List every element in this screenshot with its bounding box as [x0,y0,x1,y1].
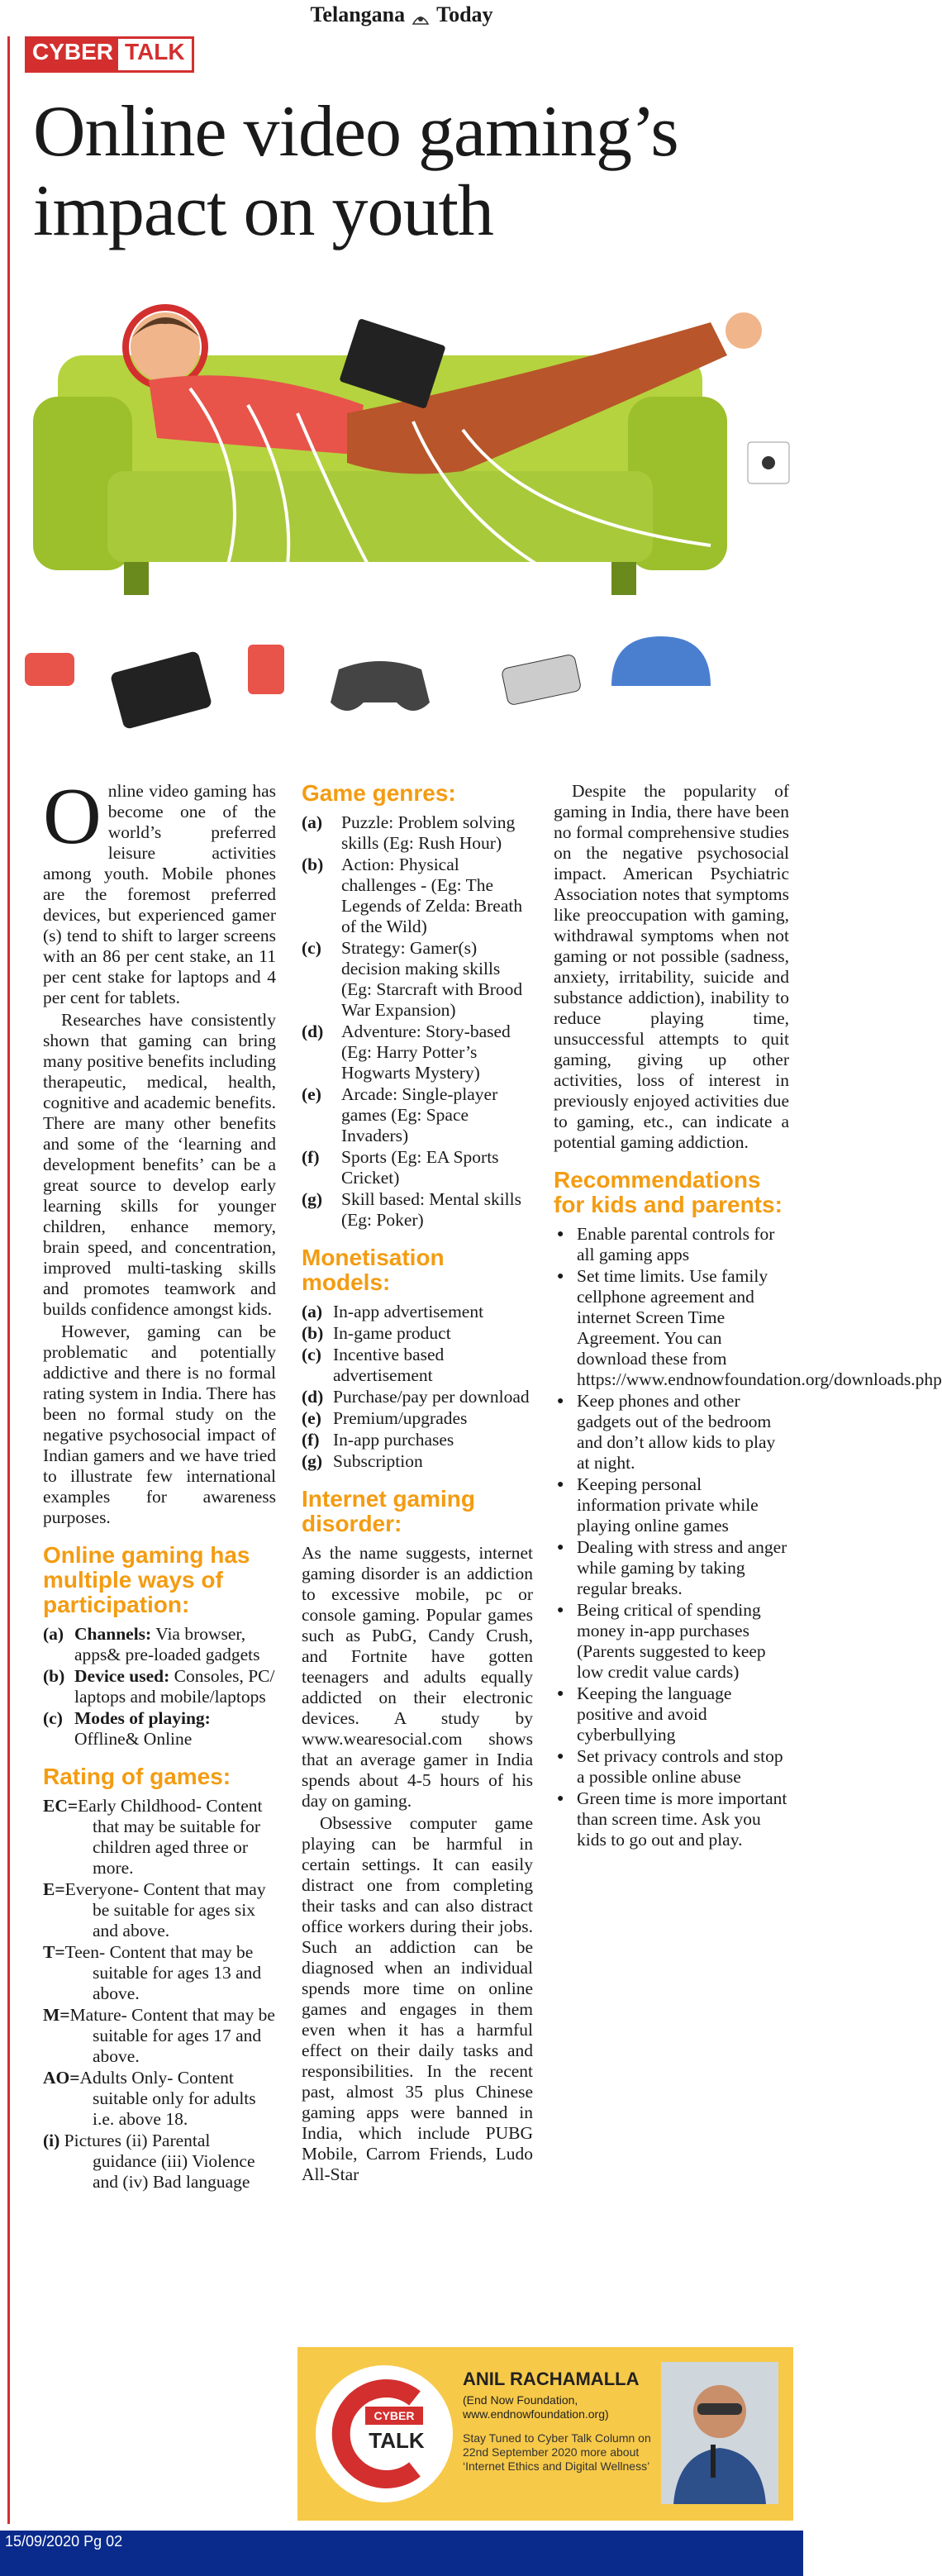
badge-part-talk: TALK [118,39,192,70]
rating-item: E=Everyone- Content that may be suitable for ages six and above. [43,1879,266,1940]
edition-stamp: 15/09/2020 Pg 02 [5,2533,123,2550]
gamepad-icon [331,661,430,711]
next-column-note: Stay Tuned to Cyber Talk Column on 22nd September 2020 more about ‘Internet Ethics and Digital Wellness’ [463,2431,651,2473]
rating-list [43,1796,276,2193]
helmet-icon [611,636,711,686]
disorder-paragraph-3: Despite the popularity of gaming in India, there have been no formal comprehensive studies on the negative psychosocial impact. American Psychiatric Association notes that symptoms like preoccupation with gaming, withdrawal symptoms when not gaming or not possible (sadness, anxiety, irritability, suicide and substance addiction), inability to reduce playing time, unsuccessful attempts to quit gaming, giving up other activities, loss of interest in previously enjoyed activities due to gaming, etc., can indicate a potential gaming addiction. [554,781,789,1152]
headline-line-1: Online video gaming’s [33,92,678,172]
cup-icon [248,645,284,694]
intro-paragraph-2: Researches have consistently shown that gaming can bring many positive benefits including therapeutic, medical, health, cognitive and academic benefits. There are many other benefits and some of the ‘learning and development benefits’ can be a great source to develop early learning skills for younger children, enhance memory, brain speed, and concentration, improved multi-tasking skills and promotes teamwork and builds confidence amongst kids. [43,1010,276,1319]
author-photo [661,2362,778,2504]
hero-illustration [0,273,803,769]
genre-item: (d) Adventure: Story-based (Eg: Harry Potter’s Hogwarts Mystery) [302,1021,511,1083]
author-name: ANIL RACHAMALLA [463,2369,640,2389]
logo-word-talk: TALK [369,2428,425,2453]
column-3 [554,781,942,1851]
recommendation-item: ● Dealing with stress and anger while gaming by taking regular breaks. [554,1537,789,1599]
participation-list [43,1624,276,1750]
rating-item: (i) Pictures (ii) Parental guidance (iii) Violence and (iv) Bad language [43,2131,255,2192]
monetisation-item: (a) In-app advertisement [302,1302,484,1321]
rating-heading: Rating of games: [43,1764,231,1789]
genre-item: (e) Arcade: Single-player games (Eg: Space Invaders) [302,1084,498,1145]
column-2 [302,781,533,2187]
monetisation-item: (c) Incentive based advertisement [302,1345,445,1385]
recommendation-item: ● Set time limits. Use family cellphone agreement and internet Screen Time Agreement. You can download these from https://www.endnowfoundation.org/downloads.php [554,1266,789,1390]
intro-paragraph-3: However, gaming can be problematic and potentially addictive and there is no formal rating system in India. There has been no formal study on the negative psychosocial impact of Indian gamers and we have tried to illustrate few international examples for awareness purposes. [43,1321,276,1527]
author-org: (End Now Foundation, www.endnowfoundation.org) [463,2393,609,2421]
recommendation-item: ● Keep phones and other gadgets out of the bedroom and don’t allow kids to play at night. [554,1391,789,1474]
monetisation-heading: Monetisation models: [302,1245,445,1295]
genre-item: (g) Skill based: Mental skills (Eg: Poker) [302,1189,521,1230]
rating-item: M=Mature- Content that may be suitable for ages 17 and above. [43,2005,275,2066]
disorder-paragraph-2: Obsessive computer game playing can be harmful in certain settings. It can easily distract one from completing their tasks and can also distract office workers during their jobs. Such an addiction can be diagnosed when an individual spends more time on online games and engages in them even when it has a harmful effect on their daily tasks and responsibilities. In the recent past, almost 35 plus Chinese gaming apps were banned in India, which include PUBG Mobile, Carrom Friends, Ludo All-Star [302,1813,533,2184]
recommendation-item: ● Set privacy controls and stop a possible online abuse [554,1746,789,1788]
game-can-icon [25,653,74,686]
c-logo-icon [316,2365,453,2502]
sofa-leg-left [124,562,149,595]
monetisation-item: (e) Premium/upgrades [302,1408,468,1428]
genre-item: (b) Action: Physical challenges - (Eg: The Legends of Zelda: Breath of the Wild) [302,855,523,936]
author-box [297,2347,793,2521]
headline-line-2: impact on youth [33,171,493,251]
recommendations-heading: Recommendations for kids and parents: [554,1167,783,1217]
monetisation-item: (f) In-app purchases [302,1430,454,1450]
genres-heading: Game genres: [302,780,456,806]
rating-item: EC=Early Childhood- Content that may be suitable for children aged three or more. [43,1796,263,1878]
disorder-heading: Internet gaming disorder: [302,1486,476,1536]
tablet-icon [110,650,212,730]
recommendation-item: ● Green time is more important than screen time. Ask you kids to go out and play. [554,1788,789,1850]
cyber-talk-logo [316,2365,453,2502]
person-foot [726,312,762,349]
genre-item: (f) Sports (Eg: EA Sports Cricket) [302,1147,499,1188]
recommendation-item: ● Being critical of spending money in-app purchases (Parents suggested to keep low credit value cards) [554,1600,789,1683]
logo-word-cyber: CYBER [373,2409,415,2422]
emblem-icon [412,11,430,26]
phone-icon [501,654,581,706]
recommendations-list [554,1224,942,1850]
headline [33,93,777,251]
genre-item: (c) Strategy: Gamer(s) decision making skills (Eg: Starcraft with Brood War Expansion) [302,938,523,1020]
drop-cap: O [43,772,102,861]
genres-list [302,812,533,1231]
monetisation-item: (b) In-game product [302,1323,451,1343]
genre-item: (a) Puzzle: Problem solving skills (Eg: Rush Hour) [302,812,516,853]
participation-item: (c) Modes of playing: Offline& Online [43,1708,211,1749]
rating-item: T=Teen- Content that may be suitable for ages 13 and above. [43,1942,262,2003]
masthead [0,0,803,30]
intro-p1-text: nline video gaming has become one of the world’s preferred leisure activities among youth. Mobile phones are the foremost preferred devices, but experienced gamer (s) tend to shift to larger screens with an 86 per cent stake, an 11 per cent stake for laptops and 4 per cent for tablets. [43,781,276,1007]
monetisation-item: (g) Subscription [302,1451,423,1471]
column-1 [43,772,276,2193]
masthead-right: Today [436,2,493,26]
participation-heading: Online gaming has multiple ways of participation: [43,1542,250,1617]
recommendation-item: ● Keeping personal information private while playing online games [554,1474,789,1536]
participation-item: (a) Channels: Via browser, apps& pre-loaded gadgets [43,1624,260,1664]
participation-item: (b) Device used: Consoles, PC/ laptops and mobile/laptops [43,1666,275,1707]
masthead-left: Telangana [310,2,406,26]
sofa-seat [107,471,653,562]
monetisation-list [302,1302,533,1472]
page-footer-bar [0,2531,803,2576]
sofa-leg-right [611,562,636,595]
section-badge [25,36,194,73]
rating-item: AO=Adults Only- Content suitable only for adults i.e. above 18. [43,2068,256,2129]
recommendation-item: ● Enable parental controls for all gaming apps [554,1224,789,1265]
badge-part-cyber: CYBER [27,39,118,70]
recommendation-item: ● Keeping the language positive and avoid cyberbullying [554,1683,789,1745]
disorder-paragraph-1: As the name suggests, internet gaming disorder is an addiction to excessive mobile, pc or console gaming. Popular games such as PubG, Candy Crush, and Fortnite have gotten teenagers and adults equally addicted on their electronic devices. A study by www.wearesocial.com shows that an average gamer in India spends about 4-5 hours of his day on gaming. [302,1543,533,1811]
monetisation-item: (d) Purchase/pay per download [302,1387,530,1407]
intro-paragraph-1 [43,772,276,1008]
